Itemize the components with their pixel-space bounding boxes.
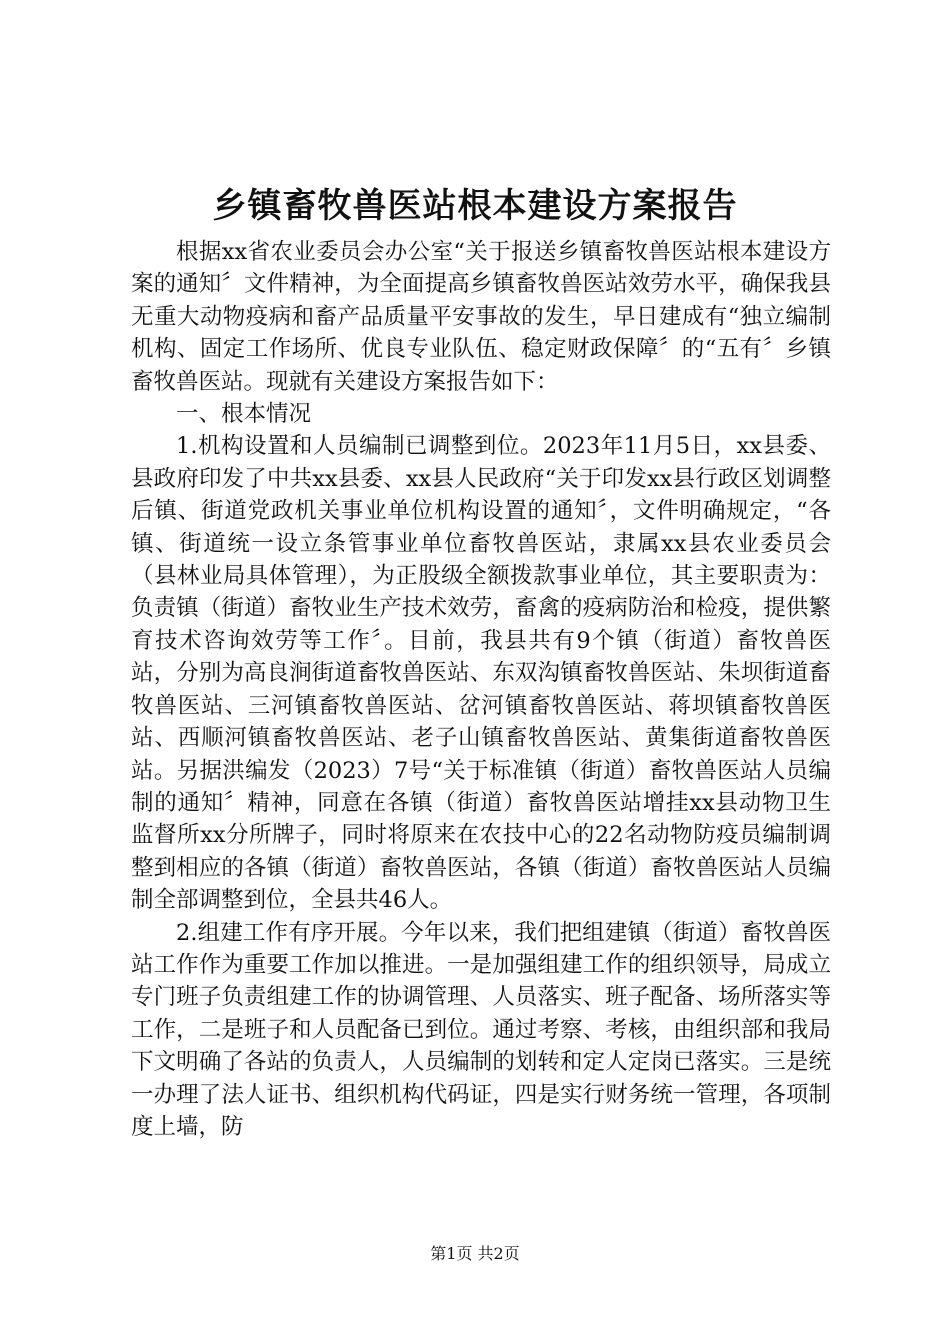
- document-title: 乡镇畜牧兽医站根本建设方案报告: [212, 186, 738, 226]
- paragraph-organization-setup: 1.机构设置和人员编制已调整到位。2023年11月5日，xx县委、县政府印发了中共xx县委、xx县人民政府“关于印发xx县行政区划调整后镇、街道党政机关事业单位机构设置的通知〞，文件明确规定，“各镇、街道统一设立条管事业单位畜牧兽医站，隶属xx县农业委员会（县林业局具体管理），为正股级全额拨款事业单位，其主要职责为：负责镇（街道）畜牧业生产技术效劳，畜禽的疫病防治和检疫，提供繁育技术咨询效劳等工作〞。目前，我县共有9个镇（街道）畜牧兽医站，分别为高良涧街道畜牧兽医站、东双沟镇畜牧兽医站、朱坝街道畜牧兽医站、三河镇畜牧兽医站、岔河镇畜牧兽医站、蒋坝镇畜牧兽医站、西顺河镇畜牧兽医站、老子山镇畜牧兽医站、黄集街道畜牧兽医站。另据洪编发（2023）7号“关于标准镇（街道）畜牧兽医站人员编制的通知〞精神，同意在各镇（街道）畜牧兽医站增挂xx县动物卫生监督所xx分所牌子，同时将原来在农技中心的22名动物防疫员编制调整到相应的各镇（街道）畜牧兽医站，各镇（街道）畜牧兽医站人员编制全部调整到位，全县共46人。: [131, 433, 831, 914]
- document-body: [131, 236, 831, 1143]
- paragraph-construction-progress: 2.组建工作有序开展。今年以来，我们把组建镇（街道）畜牧兽医站工作作为重要工作加以推进。一是加强组建工作的组织领导，局成立专门班子负责组建工作的协调管理、人员落实、班子配备、场所落实等工作，二是班子和人员配备已到位。通过考察、考核，由组织部和我局下文明确了各站的负责人，人员编制的划转和定人定岗已落实。三是统一办理了法人证书、组织机构代码证，四是实行财务统一管理，各项制度上墙，防: [131, 919, 831, 1140]
- section-heading-basic-situation: 一、根本情况: [176, 401, 312, 428]
- paragraph-intro: 根据xx省农业委员会办公室“关于报送乡镇畜牧兽医站根本建设方案的通知〞文件精神，为全面提高乡镇畜牧兽医站效劳水平，确保我县无重大动物疫病和畜产品质量平安事故的发生，早日建成有“独立编制机构、固定工作场所、优良专业队伍、稳定财政保障〞的“五有〞乡镇畜牧兽医站。现就有关建设方案报告如下：: [131, 239, 831, 395]
- page-number-footer: 第1页 共2页: [430, 1244, 520, 1263]
